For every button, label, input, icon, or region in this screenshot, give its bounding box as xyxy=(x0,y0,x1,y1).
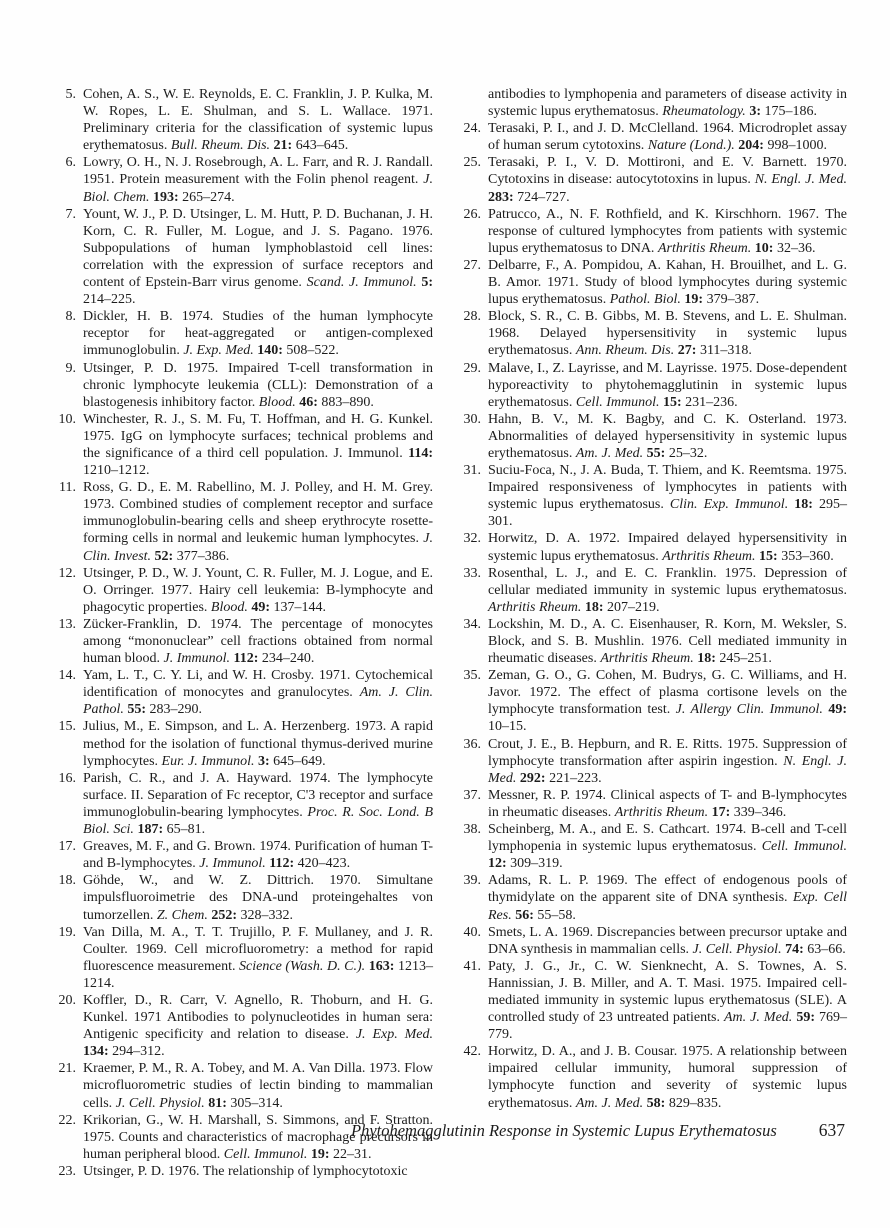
reference-item xyxy=(52,770,433,838)
reference-item xyxy=(52,718,433,769)
reference-number: 18. xyxy=(58,873,76,889)
reference-item xyxy=(52,1060,433,1111)
reference-number: 13. xyxy=(58,616,76,632)
reference-number: 10. xyxy=(58,411,76,427)
reference-number: 25. xyxy=(463,155,481,171)
reference-item xyxy=(52,411,433,479)
reference-item xyxy=(52,360,433,411)
reference-number xyxy=(457,86,488,120)
references-column-right xyxy=(457,86,847,1180)
reference-number: 34. xyxy=(463,616,481,632)
reference-text: Cohen, A. S., W. E. Reynolds, E. C. Franklin, J. P. Kulka, M. W. Ropes, L. E. Shulman, and S. L. Wallace. 1971. Preliminary criteria for the classification of systemic lupus erythematosus. Bull. Rheum. Dis. 21: 643–645. xyxy=(83,87,433,154)
reference-number: 37. xyxy=(463,787,481,803)
reference-text: antibodies to lymphopenia and parameters of disease activity in systemic lupus erythematosus. Rheumatology. 3: 175–186. xyxy=(488,87,847,120)
reference-number: 22. xyxy=(58,1112,76,1128)
reference-number: 15. xyxy=(58,719,76,735)
reference-text: Scheinberg, M. A., and E. S. Cathcart. 1974. B-cell and T-cell lymphopenia in systemic lupus erythematosus. Cell. Immunol. 12: 309–319. xyxy=(488,822,848,872)
reference-item xyxy=(457,86,847,120)
reference-number: 19. xyxy=(58,924,76,940)
reference-text: Julius, M., E. Simpson, and L. A. Herzenberg. 1973. A rapid method for the isolation of functional thymus-derived murine lymphocytes. Eur. J. Immunol. 3: 645–649. xyxy=(83,719,433,769)
reference-text: Koffler, D., R. Carr, V. Agnello, R. Thoburn, and H. G. Kunkel. 1971 Antibodies to polynucleotides in human sera: Antigenic specificity and relation to disease. J. Exp. Med. 134: 294–312. xyxy=(83,992,433,1060)
reference-text: Lowry, O. H., N. J. Rosebrough, A. L. Farr, and R. J. Randall. 1951. Protein measurement with the Folin phenol reagent. J. Biol. Chem. 193: 265–274. xyxy=(83,155,433,205)
reference-number: 16. xyxy=(58,770,76,786)
reference-text: Horwitz, D. A. 1972. Impaired delayed hypersensitivity in systemic lupus erythematosus. Arthritis Rheum. 15: 353–360. xyxy=(488,531,847,564)
reference-item xyxy=(52,479,433,564)
reference-number: 36. xyxy=(463,736,481,752)
reference-text: Greaves, M. F., and G. Brown. 1974. Purification of human T- and B-lymphocytes. J. Immunol. 112: 420–423. xyxy=(83,839,433,872)
reference-text: Parish, C. R., and J. A. Hayward. 1974. The lymphocyte surface. II. Separation of Fc receptor, C'3 receptor and surface immunoglobulin-bearing lymphocytes. Proc. R. Soc. Lond. B Biol. Sci. 187: 65–81. xyxy=(83,770,433,838)
reference-text: Lockshin, M. D., A. C. Eisenhauser, R. Korn, M. Weksler, S. Block, and S. B. Mushlin. 1976. Cell mediated immunity in rheumatic diseases. Arthritis Rheum. 18: 245–251. xyxy=(488,616,847,667)
reference-text: Ross, G. D., E. M. Rabellino, M. J. Polley, and H. M. Grey. 1973. Combined studies of complement receptor and surface immunoglobulin-bearing cells and sheep erythrocyte rosette-forming cells in normal and leukemic human lymphocytes. J. Clin. Invest. 52: 377–386. xyxy=(83,480,433,564)
reference-number: 20. xyxy=(58,992,76,1008)
references-column-left xyxy=(52,86,433,1180)
page-footer xyxy=(52,1120,845,1141)
reference-item xyxy=(457,872,847,923)
reference-item xyxy=(52,992,433,1060)
reference-item xyxy=(457,530,847,564)
reference-item xyxy=(52,872,433,923)
reference-item xyxy=(457,616,847,667)
page-number: 637 xyxy=(818,1120,845,1140)
reference-number: 5. xyxy=(65,87,76,102)
reference-text: Paty, J. G., Jr., C. W. Sienknecht, A. S. Townes, A. S. Hannissian, J. B. Miller, and A. T. Masi. 1975. Impaired cell-mediated immunity in systemic lupus erythematosus (SLE). A controlled study of 23 untreated patients. Am. J. Med. 59: 769–779. xyxy=(488,958,848,1043)
reference-item xyxy=(52,154,433,205)
reference-text: Messner, R. P. 1974. Clinical aspects of T- and B-lymphocytes in rheumatic diseases. Arthritis Rheum. 17: 339–346. xyxy=(488,787,847,820)
reference-text: Block, S. R., C. B. Gibbs, M. B. Stevens, and L. E. Shulman. 1968. Delayed hypersensitivity in systemic lupus erythematosus. Ann. Rheum. Dis. 27: 311–318. xyxy=(488,309,847,359)
reference-item xyxy=(52,1163,433,1180)
reference-number: 11. xyxy=(59,480,76,496)
reference-number: 14. xyxy=(58,668,76,684)
reference-item xyxy=(457,1043,847,1111)
reference-number: 24. xyxy=(463,121,481,137)
reference-item xyxy=(457,154,847,205)
reference-number: 9. xyxy=(65,360,76,376)
reference-item xyxy=(52,86,433,154)
reference-number: 30. xyxy=(463,411,481,427)
reference-text: Kraemer, P. M., R. A. Tobey, and M. A. Van Dilla. 1973. Flow microfluorometric studies of lectin binding to mammalian cells. J. Cell. Physiol. 81: 305–314. xyxy=(83,1061,433,1111)
reference-item xyxy=(52,616,433,667)
reference-text: Yam, L. T., C. Y. Li, and W. H. Crosby. 1971. Cytochemical identification of monocytes and granulocytes. Am. J. Clin. Pathol. 55: 283–290. xyxy=(83,668,433,718)
reference-text: Smets, L. A. 1969. Discrepancies between precursor uptake and DNA synthesis in mammalian cells. J. Cell. Physiol. 74: 63–66. xyxy=(488,924,847,957)
reference-text: Utsinger, P. D., W. J. Yount, C. R. Fuller, M. J. Logue, and E. O. Orringer. 1977. Hairy cell leukemia: B-lymphocyte and phagocytic properties. Blood. 49: 137–144. xyxy=(83,565,433,615)
reference-text: Delbarre, F., A. Pompidou, A. Kahan, H. Brouilhet, and L. G. B. Amor. 1971. Study of blood lymphocytes during systemic lupus erythematosus. Pathol. Biol. 19: 379–387. xyxy=(488,257,847,308)
reference-item xyxy=(457,787,847,821)
reference-number: 27. xyxy=(463,257,481,273)
reference-text: Horwitz, D. A., and J. B. Cousar. 1975. A relationship between impaired cellular immunity, humoral suppression of lymphocyte function and severity of systemic lupus erythematosus. Am. J. Med. 58: 829–835. xyxy=(488,1044,847,1111)
reference-item xyxy=(457,462,847,530)
reference-text: Winchester, R. J., S. M. Fu, T. Hoffman, and H. G. Kunkel. 1975. IgG on lymphocyte surfaces; technical problems and the significance of a third cell population. J. Immunol. 114: 1210–1212. xyxy=(83,411,433,479)
reference-number: 28. xyxy=(463,309,481,325)
reference-item xyxy=(457,120,847,154)
reference-item xyxy=(457,958,847,1043)
reference-text: Krikorian, G., W. H. Marshall, S. Simmons, and F. Stratton. 1975. Counts and characteristics of macrophage precursors in human peripheral blood. Cell. Immunol. 19: 22–31. xyxy=(83,1112,433,1162)
reference-text: Terasaki, P. I., V. D. Mottironi, and E. V. Barnett. 1970. Cytotoxins in disease: autocytotoxins in lupus. N. Engl. J. Med. 283: 724–727. xyxy=(488,155,848,205)
reference-text: Utsinger, P. D. 1976. The relationship of lymphocytotoxic xyxy=(83,1163,408,1179)
reference-number: 7. xyxy=(65,206,76,222)
reference-item xyxy=(457,821,847,872)
reference-item xyxy=(457,565,847,616)
reference-number: 40. xyxy=(463,924,481,940)
reference-item xyxy=(457,308,847,359)
reference-text: Yount, W. J., P. D. Utsinger, L. M. Hutt, P. D. Buchanan, J. H. Korn, C. R. Fuller, M. Logue, and J. S. Pagano. 1976. Subpopulations of human lymphoblastoid cell lines: correlation with the expression of surface receptors and content of Epstein-Barr virus genome. Scand. J. Immunol. 5: 214–225. xyxy=(83,206,434,308)
reference-text: Terasaki, P. I., and J. D. McClelland. 1964. Microdroplet assay of human serum cytotoxins. Nature (Lond.). 204: 998–1000. xyxy=(488,121,847,154)
reference-number: 39. xyxy=(463,873,481,889)
reference-text: Hahn, B. V., M. K. Bagby, and C. K. Osterland. 1973. Abnormalities of delayed hypersensitivity in systemic lupus erythematosus. Am. J. Med. 55: 25–32. xyxy=(488,411,847,461)
reference-item xyxy=(52,565,433,616)
reference-item xyxy=(457,206,847,257)
reference-item xyxy=(52,924,433,992)
reference-number: 31. xyxy=(463,463,481,479)
reference-number: 6. xyxy=(65,155,76,171)
reference-text: Adams, R. L. P. 1969. The effect of endogenous pools of thymidylate on the apparent site of DNA synthesis. Exp. Cell Res. 56: 55–58. xyxy=(488,873,847,923)
reference-number: 35. xyxy=(463,668,481,684)
reference-item xyxy=(457,924,847,958)
reference-number: 12. xyxy=(58,565,76,581)
references-section xyxy=(52,86,847,1180)
reference-item xyxy=(52,667,433,718)
reference-text: Rosenthal, L. J., and E. C. Franklin. 1975. Depression of cellular mediated immunity in systemic lupus erythematosus. Arthritis Rheum. 18: 207–219. xyxy=(488,565,847,615)
reference-number: 26. xyxy=(463,206,481,222)
reference-text: Suciu-Foca, N., J. A. Buda, T. Thiem, and K. Reemtsma. 1975. Impaired responsiveness of lymphocytes in patients with systemic lupus erythematosus. Clin. Exp. Immunol. 18: 295–301. xyxy=(488,463,848,530)
reference-item xyxy=(457,411,847,462)
reference-item xyxy=(457,736,847,787)
reference-number: 17. xyxy=(58,839,76,855)
reference-number: 41. xyxy=(463,958,481,974)
reference-text: Zeman, G. O., G. Cohen, M. Budrys, G. C. Williams, and H. Javor. 1972. The effect of plasma cortisone levels on the lymphocyte transformation test. J. Allergy Clin. Immunol. 49: 10–15. xyxy=(488,668,847,735)
reference-text: Patrucco, A., N. F. Rothfield, and K. Kirschhorn. 1967. The response of cultured lymphocytes from patients with systemic lupus erythematosus to DNA. Arthritis Rheum. 10: 32–36. xyxy=(488,206,847,256)
reference-number: 21. xyxy=(58,1061,76,1077)
reference-item xyxy=(457,257,847,308)
reference-text: Göhde, W., and W. Z. Dittrich. 1970. Simultane impulsfluoroimetrie des DNA-und proteingehaltes von tumorzellen. Z. Chem. 252: 328–332. xyxy=(83,873,433,923)
reference-item xyxy=(52,838,433,872)
reference-number: 29. xyxy=(463,360,481,376)
reference-item xyxy=(52,308,433,359)
reference-text: Utsinger, P. D. 1975. Impaired T-cell transformation in chronic lymphocyte leukemia (CLL): Demonstration of a blastogenesis inhibitory factor. Blood. 46: 883–890. xyxy=(83,360,433,410)
running-title: Phytohemagglutinin Response in Systemic Lupus Erythematosus xyxy=(351,1121,777,1140)
reference-text: Malave, I., Z. Layrisse, and M. Layrisse. 1975. Dose-dependent hyporeactivity to phytohemagglutinin in systemic lupus erythematosus. Cell. Immunol. 15: 231–236. xyxy=(488,360,847,410)
reference-text: Van Dilla, M. A., T. T. Trujillo, P. F. Mullaney, and J. R. Coulter. 1969. Cell microfluorometry: a method for rapid fluorescence measurement. Science (Wash. D. C.). 163: 1213–1214. xyxy=(83,924,434,991)
reference-number: 33. xyxy=(463,565,481,581)
reference-text: Zücker-Franklin, D. 1974. The percentage of monocytes among “mononuclear” cell fractions obtained from normal human blood. J. Immunol. 112: 234–240. xyxy=(83,616,433,667)
reference-item xyxy=(457,667,847,735)
reference-item xyxy=(52,206,433,309)
reference-item xyxy=(457,360,847,411)
reference-number: 8. xyxy=(65,309,76,325)
reference-number: 42. xyxy=(463,1044,481,1060)
reference-number: 32. xyxy=(463,531,481,547)
reference-text: Dickler, H. B. 1974. Studies of the human lymphocyte receptor for heat-aggregated or antigen-complexed immunoglobulin. J. Exp. Med. 140: 508–522. xyxy=(83,309,433,359)
reference-number: 23. xyxy=(58,1163,76,1179)
reference-number: 38. xyxy=(463,822,481,838)
reference-text: Crout, J. E., B. Hepburn, and R. E. Ritts. 1975. Suppression of lymphocyte transformation after aspirin ingestion. N. Engl. J. Med. 292: 221–223. xyxy=(488,736,848,786)
